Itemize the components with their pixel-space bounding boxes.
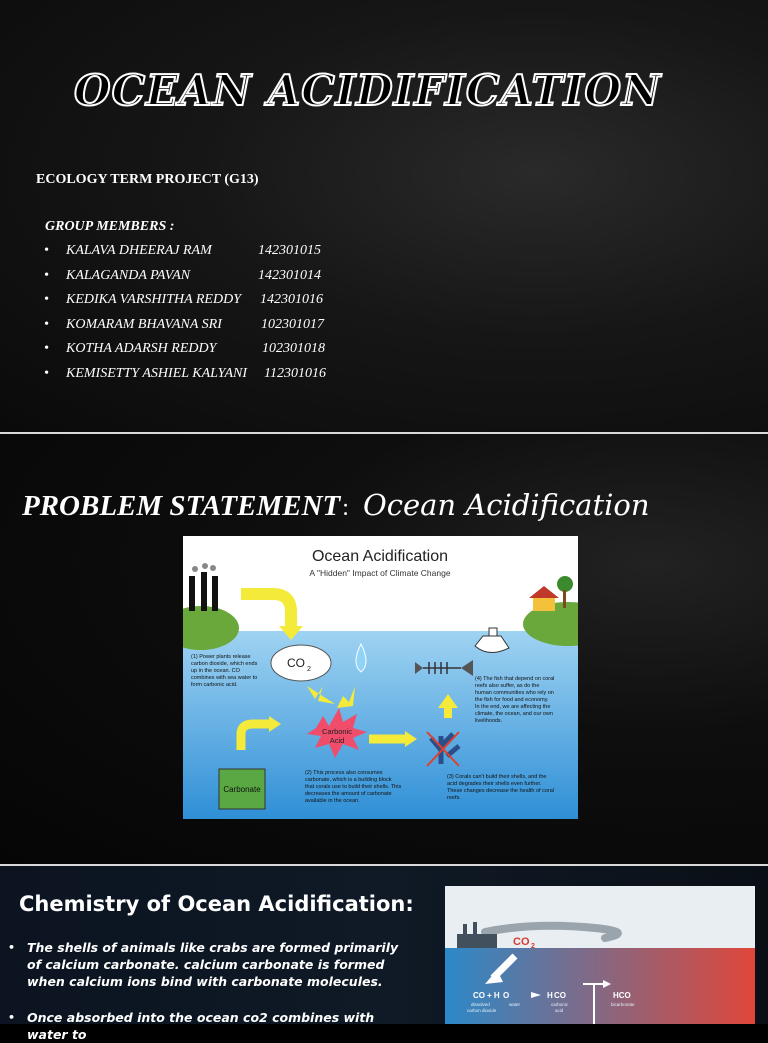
- slide-title: OCEAN ACIDIFICATION: [74, 66, 662, 115]
- co2-subscript: 2: [307, 666, 311, 673]
- note-line: form carbonic acid.: [191, 682, 238, 688]
- eq-label: water: [509, 1002, 521, 1007]
- member-id: 102301017: [261, 316, 324, 332]
- chemistry-figure: [445, 886, 755, 1024]
- list-item: [8, 1009, 408, 1043]
- note-line: reefs also suffer, as do the: [475, 683, 540, 689]
- bullet: •: [8, 941, 16, 954]
- diagram-subtitle: A "Hidden" Impact of Climate Change: [309, 568, 451, 578]
- co2-label: CO: [287, 656, 305, 670]
- note-line: up in the ocean. CO: [191, 668, 240, 674]
- bullet: •: [44, 267, 49, 283]
- note-line: decreases the amount of carbonate: [305, 791, 392, 797]
- note-line: In the end, we are affecting the: [475, 704, 551, 710]
- heading-topic: Ocean Acidification: [362, 488, 650, 522]
- note-line: climate, the ocean, and our own: [475, 711, 553, 717]
- point-text: The shells of animals like crabs are formed primarily of calcium carbonate. calcium carbonate is formed when calcium ions bind with carbonate molecules.: [27, 940, 399, 989]
- carbonic-label-2: Acid: [329, 736, 345, 745]
- note-line: human communities who rely on: [475, 690, 554, 696]
- chemistry-point-1: [8, 939, 408, 990]
- eq-part: CO: [473, 991, 485, 1000]
- member-id: 142301014: [258, 267, 321, 283]
- heading-colon: :: [342, 495, 349, 521]
- chemistry-heading: Chemistry of Ocean Acidification:: [19, 892, 414, 916]
- heading-label: PROBLEM STATEMENT: [22, 490, 341, 522]
- eq-part: + H: [487, 991, 500, 1000]
- note-line: (2) This process also consumes: [305, 770, 383, 776]
- note-line: the fish for food and economy.: [475, 697, 549, 703]
- member-id: 142301016: [260, 292, 323, 307]
- eq-label: dissolved: [471, 1002, 490, 1007]
- note-line: livelihoods.: [475, 718, 503, 724]
- eq-part: HCO: [613, 991, 631, 1000]
- note-line: that corals use to build their shells. This: [305, 784, 402, 790]
- carbonic-label-1: Carbonic: [321, 727, 353, 736]
- problem-statement-heading: [22, 488, 650, 523]
- list-item: [8, 939, 408, 990]
- bullet: •: [44, 365, 49, 381]
- member-name: KOMARAM BHAVANA SRI: [66, 316, 222, 332]
- note-line: combines with sea water to: [191, 675, 258, 681]
- group-members-label: GROUP MEMBERS :: [45, 219, 175, 234]
- note-line: reefs.: [447, 795, 461, 801]
- note-line: These changes decrease the health of coral: [447, 788, 555, 794]
- co2-cloud-icon: [271, 645, 331, 681]
- member-name: KEDIKA VARSHITHA REDDY: [66, 292, 241, 307]
- note-line: (3) Corals can't build their shells, and the: [447, 774, 547, 780]
- diagram-title: Ocean Acidification: [311, 548, 449, 565]
- note-line: available in the ocean.: [305, 798, 360, 804]
- bullet: •: [44, 243, 49, 258]
- member-name: KEMISETTY ASHIEL KALYANI: [66, 365, 248, 381]
- member-name: KALAGANDA PAVAN: [66, 267, 191, 283]
- note-line: carbon dioxide, which ends: [191, 661, 258, 667]
- chemistry-point-2: [8, 1009, 408, 1043]
- member-name: KOTHA ADARSH REDDY: [66, 341, 217, 356]
- bullet: •: [8, 1011, 16, 1024]
- eq-part: H: [547, 991, 553, 1000]
- eq-label: carbon dioxide: [467, 1008, 497, 1013]
- eq-label: carbonic: [551, 1002, 569, 1007]
- eq-part: CO: [554, 991, 566, 1000]
- eq-label: acid: [555, 1008, 564, 1013]
- bullet: •: [44, 292, 49, 307]
- note-line: (4) The fish that depend on coral: [475, 676, 555, 682]
- bullet: •: [44, 316, 49, 332]
- point-text: Once absorbed into the ocean co2 combines with water to: [27, 1010, 375, 1042]
- project-subtitle: ECOLOGY TERM PROJECT (G13): [36, 172, 259, 187]
- note-line: carbonate, which is a building block: [305, 777, 392, 783]
- carbonate-label: Carbonate: [223, 785, 261, 794]
- ocean-acidification-diagram: [183, 536, 578, 819]
- eq-part: O: [503, 991, 510, 1000]
- note-line: (1) Power plants release: [191, 654, 251, 660]
- member-id: 102301018: [262, 341, 325, 356]
- member-id: 142301015: [258, 243, 321, 258]
- title-slide: [0, 0, 768, 432]
- bullet: •: [44, 341, 49, 356]
- eq-label: bicarbonate: [611, 1002, 635, 1007]
- member-id: 112301016: [264, 365, 326, 381]
- figure-co2-sub: 2: [531, 943, 535, 950]
- figure-co2: CO: [513, 936, 530, 948]
- member-name: KALAVA DHEERAJ RAM: [66, 243, 212, 258]
- note-line: acid degrades their shells even further.: [447, 781, 542, 787]
